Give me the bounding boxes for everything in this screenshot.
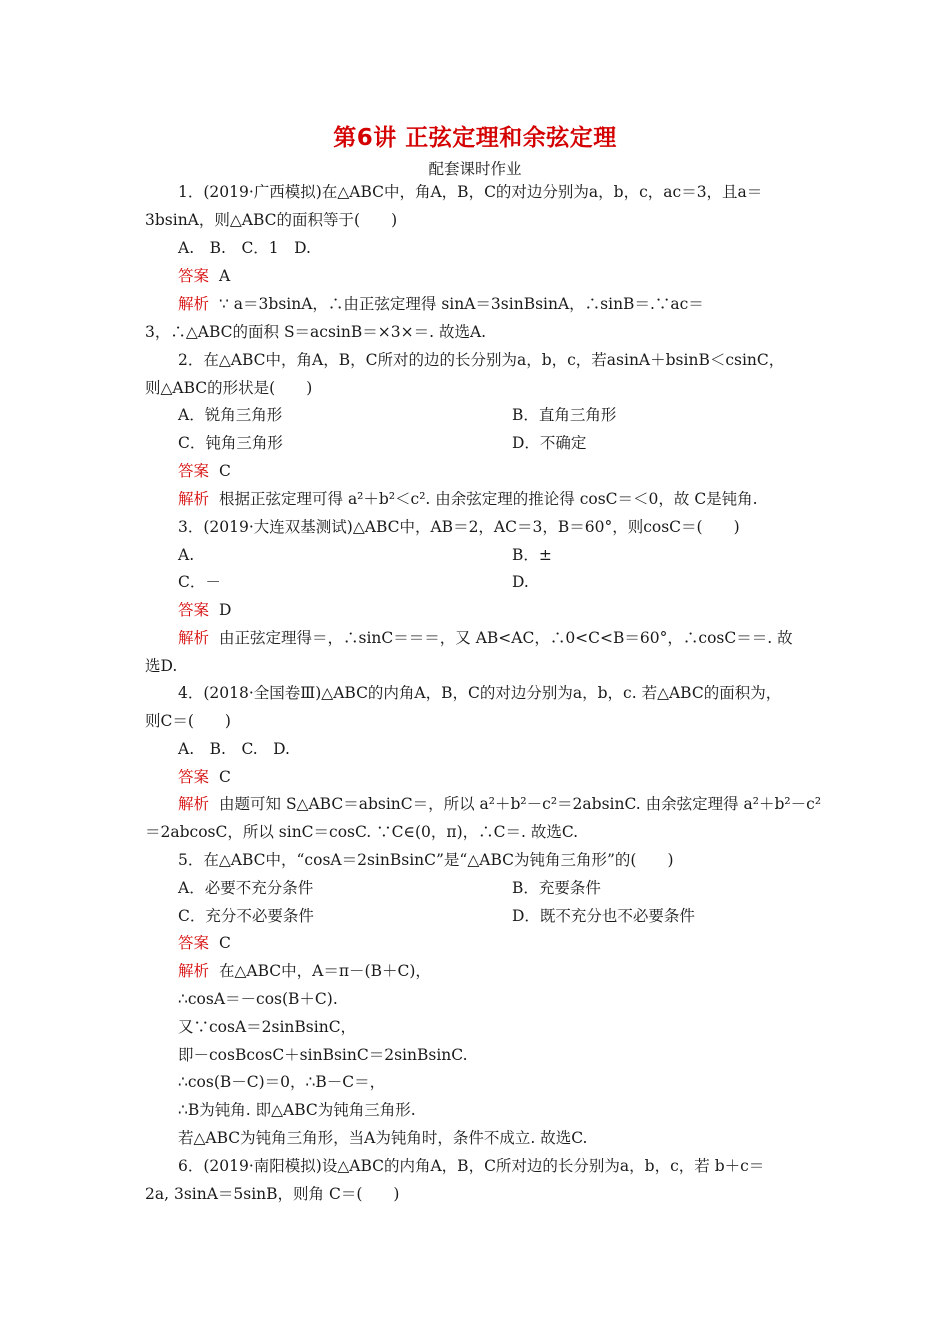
analysis-1-line-1 bbox=[178, 294, 704, 314]
question-3-option-a: A. bbox=[178, 546, 195, 564]
answer-4 bbox=[178, 767, 231, 787]
question-6-line-1: 6．(2019·南阳模拟)设△ABC的内角A，B，C所对边的长分别为a，b，c，若 b＋c＝ bbox=[178, 1157, 765, 1175]
answer-value: C bbox=[219, 768, 231, 786]
question-4-line-1: 4．(2018·全国卷Ⅲ)△ABC的内角A，B，C的对边分别为a，b，c. 若△ABC的面积为， bbox=[178, 684, 782, 702]
answer-value: C bbox=[219, 462, 231, 480]
answer-value: A bbox=[219, 267, 231, 285]
question-2-option-d: D．不确定 bbox=[512, 434, 587, 452]
analysis-label: 解析 bbox=[178, 490, 210, 508]
analysis-3-line-1 bbox=[178, 628, 793, 648]
question-1-line-1: 1．(2019·广西模拟)在△ABC中，角A，B，C的对边分别为a，b，c，ac＝3，且a＝ bbox=[178, 183, 763, 201]
question-3-option-b: B．± bbox=[512, 546, 552, 564]
answer-1 bbox=[178, 266, 230, 286]
analysis-5-line-2: ∴cosA＝－cos(B＋C). bbox=[178, 990, 338, 1008]
answer-label: 答案 bbox=[178, 601, 210, 619]
question-3-line-1: 3．(2019·大连双基测试)△ABC中，AB＝2，AC＝3，B＝60°，则cosC＝( ) bbox=[178, 518, 740, 536]
question-2-option-a: A．锐角三角形 bbox=[178, 406, 283, 424]
analysis-label: 解析 bbox=[178, 795, 210, 813]
question-2-option-c: C．钝角三角形 bbox=[178, 434, 283, 452]
question-1-line-2: 3bsinA，则△ABC的面积等于( ) bbox=[145, 211, 398, 229]
page-subtitle: 配套课时作业 bbox=[428, 160, 522, 178]
analysis-label: 解析 bbox=[178, 962, 210, 980]
answer-2 bbox=[178, 461, 231, 481]
analysis-1-line-2: 3，∴△ABC的面积 S＝acsinB＝×3×＝. 故选A. bbox=[145, 323, 487, 341]
analysis-label: 解析 bbox=[178, 629, 210, 647]
question-2-line-2: 则△ABC的形状是( ) bbox=[145, 379, 313, 397]
question-5-option-b: B．充要条件 bbox=[512, 879, 601, 897]
analysis-4-line-1 bbox=[178, 794, 821, 814]
question-6-line-2: 2a, 3sinA＝5sinB，则角 C＝( ) bbox=[145, 1185, 400, 1203]
answer-value: D bbox=[219, 601, 232, 619]
answer-label: 答案 bbox=[178, 267, 210, 285]
analysis-text: 在△ABC中，A＝π－(B＋C)， bbox=[219, 962, 431, 980]
question-2-line-1: 2．在△ABC中，角A，B，C所对的边的长分别为a，b，c，若asinA＋bsinB＜csinC， bbox=[178, 351, 785, 369]
answer-label: 答案 bbox=[178, 462, 210, 480]
analysis-5-line-4: 即－cosBcosC＋sinBsinC＝2sinBsinC. bbox=[178, 1046, 468, 1064]
analysis-5-line-5: ∴cos(B－C)＝0，∴B－C＝， bbox=[178, 1073, 386, 1091]
answer-label: 答案 bbox=[178, 768, 210, 786]
answer-value: C bbox=[219, 934, 231, 952]
question-5-option-c: C．充分不必要条件 bbox=[178, 907, 314, 925]
analysis-label: 解析 bbox=[178, 295, 210, 313]
answer-label: 答案 bbox=[178, 934, 210, 952]
question-5-option-d: D．既不充分也不必要条件 bbox=[512, 907, 695, 925]
question-4-line-2: 则C＝( ) bbox=[145, 712, 231, 730]
analysis-text: 由题可知 S△ABC＝absinC＝，所以 a²＋b²－c²＝2absinC. 由余弦定理得 a²＋b²－c² bbox=[219, 795, 822, 813]
analysis-5-line-7: 若△ABC为钝角三角形，当A为钝角时，条件不成立. 故选C. bbox=[178, 1129, 588, 1147]
question-4-options: A. B. C. D. bbox=[178, 740, 290, 758]
analysis-text: ∵ a＝3bsinA，∴由正弦定理得 sinA＝3sinBsinA，∴sinB＝.∵ac＝ bbox=[219, 295, 704, 313]
analysis-text: 根据正弦定理可得 a²＋b²＜c². 由余弦定理的推论得 cosC＝＜0，故 C是钝角. bbox=[219, 490, 758, 508]
analysis-5-line-3: 又∵cosA＝2sinBsinC， bbox=[178, 1018, 357, 1036]
page-title: 第6讲 正弦定理和余弦定理 bbox=[333, 125, 617, 151]
answer-3 bbox=[178, 600, 231, 620]
analysis-5-line-6: ∴B为钝角. 即△ABC为钝角三角形. bbox=[178, 1101, 416, 1119]
analysis-text: 由正弦定理得＝，∴sinC＝＝＝，又 AB<AC，∴0<C<B＝60°，∴cosC＝＝. 故 bbox=[219, 629, 793, 647]
analysis-4-line-2: ＝2abcosC，所以 sinC＝cosC. ∵C∈(0，π)，∴C＝. 故选C. bbox=[145, 823, 579, 841]
question-3-option-c: C．－ bbox=[178, 573, 221, 591]
analysis-3-line-2: 选D. bbox=[145, 657, 178, 675]
analysis-2 bbox=[178, 489, 758, 509]
question-3-option-d: D. bbox=[512, 573, 529, 591]
question-1-options: A. B. C．1 D. bbox=[178, 239, 311, 257]
question-5-option-a: A．必要不充分条件 bbox=[178, 879, 314, 897]
question-2-option-b: B．直角三角形 bbox=[512, 406, 617, 424]
analysis-5-line-1 bbox=[178, 961, 431, 981]
question-5-line-1: 5．在△ABC中，“cosA＝2sinBsinC”是“△ABC为钝角三角形”的( ) bbox=[178, 851, 674, 869]
answer-5 bbox=[178, 933, 231, 953]
